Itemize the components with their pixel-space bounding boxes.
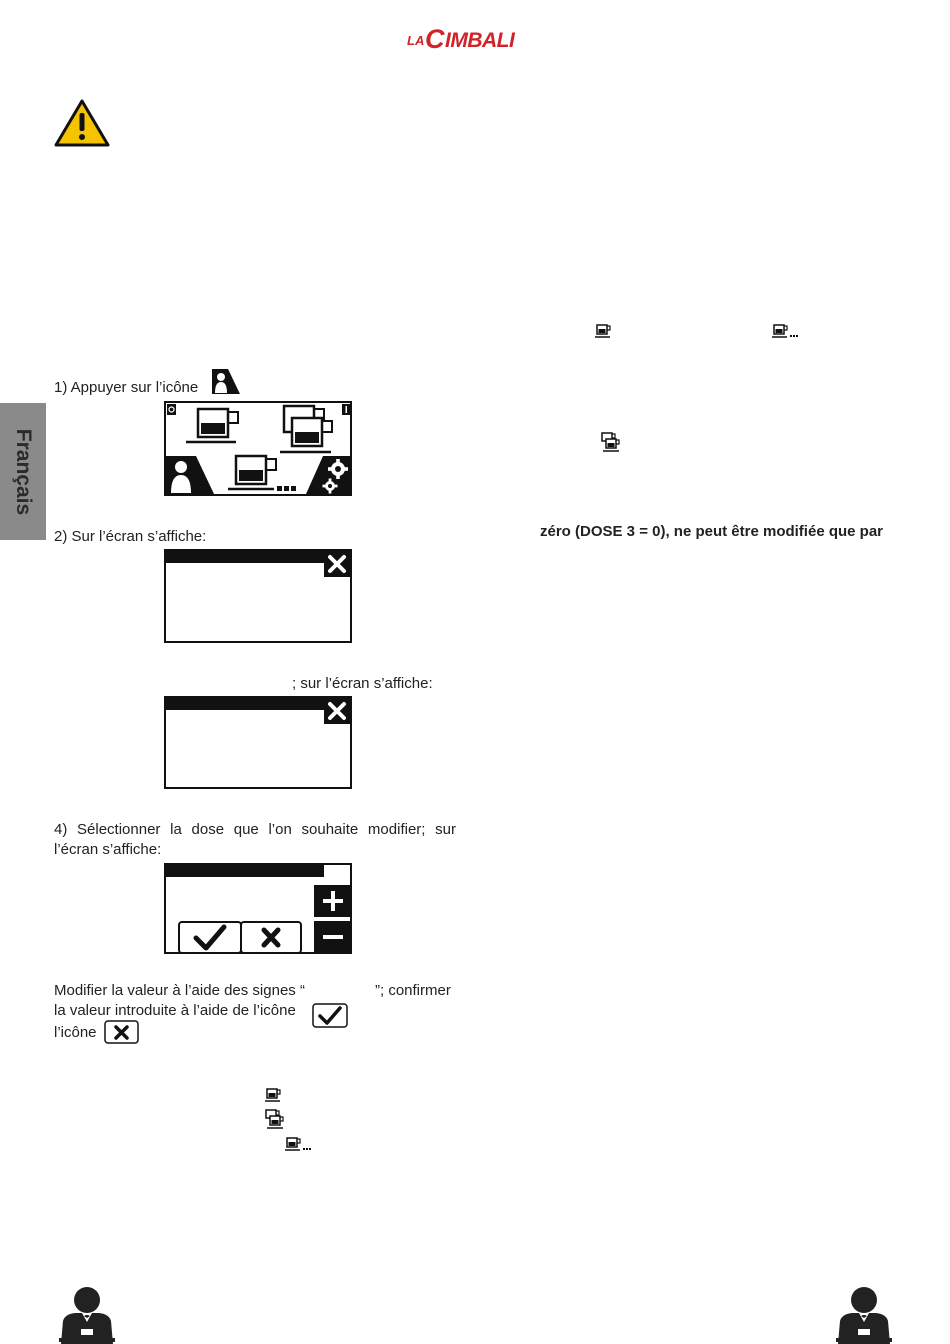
dose-list-title-bar bbox=[166, 698, 326, 710]
step4-text-line2: l’écran s’affiche: bbox=[54, 841, 162, 858]
svg-text:IMBALI: IMBALI bbox=[445, 29, 515, 52]
barista-icon bbox=[55, 1285, 119, 1344]
modify-text-a: Modifier la valeur à l’aide des signes “ bbox=[54, 982, 305, 999]
minus-icon[interactable] bbox=[314, 921, 352, 953]
step2-text: 2) Sur l’écran s’affiche: bbox=[54, 528, 207, 545]
menu-screen bbox=[164, 549, 352, 643]
svg-text:LA: LA bbox=[407, 33, 425, 48]
language-tab[interactable] bbox=[0, 403, 46, 540]
svg-text:C: C bbox=[425, 24, 445, 54]
close-icon[interactable] bbox=[324, 551, 350, 577]
plus-icon[interactable] bbox=[314, 885, 352, 917]
lacimbali-logo bbox=[405, 22, 545, 54]
cup-icon bbox=[265, 1087, 283, 1103]
counter-indicator bbox=[342, 404, 350, 415]
dose-list-screen bbox=[164, 696, 352, 789]
status-icon bbox=[167, 404, 176, 415]
cup-continuous-icon bbox=[285, 1136, 313, 1152]
double-cup-icon bbox=[264, 1108, 288, 1130]
modify-text-b: ”; confirmer bbox=[375, 982, 451, 999]
settings-button[interactable] bbox=[306, 456, 350, 494]
single-dose-cup-icon[interactable] bbox=[186, 409, 238, 442]
modify-text-line2: la valeur introduite à l’aide de l’icône bbox=[54, 1002, 296, 1019]
language-tab-label: Français bbox=[12, 428, 35, 515]
continuous-dose-cup-icon[interactable] bbox=[228, 456, 296, 491]
step3-text: ; sur l’écran s’affiche: bbox=[292, 675, 433, 692]
close-icon[interactable] bbox=[324, 698, 350, 724]
barista-icon bbox=[832, 1285, 896, 1344]
dose-edit-screen bbox=[164, 863, 352, 954]
user-menu-button[interactable] bbox=[166, 456, 214, 494]
confirm-cancel-buttons bbox=[178, 921, 302, 954]
cup-continuous-icon bbox=[772, 323, 800, 339]
main-display-screen bbox=[164, 401, 352, 496]
menu-title-bar bbox=[166, 551, 326, 563]
dose-edit-title-bar bbox=[166, 865, 324, 877]
check-icon[interactable] bbox=[312, 1003, 348, 1028]
modify-text-line3: l’icône bbox=[54, 1024, 97, 1041]
double-dose-cup-icon[interactable] bbox=[280, 406, 332, 452]
step4-text-line1: 4) Sélectionner la dose que l’on souhaite modifier; sur bbox=[54, 821, 456, 838]
warning-icon bbox=[54, 98, 110, 148]
dose3-note: zéro (DOSE 3 = 0), ne peut être modifiée que par bbox=[540, 523, 884, 540]
step1-text: 1) Appuyer sur l’icône bbox=[54, 379, 199, 396]
cup-icon bbox=[595, 323, 613, 339]
person-icon[interactable] bbox=[212, 369, 240, 394]
close-icon[interactable] bbox=[104, 1020, 139, 1044]
double-cup-icon bbox=[600, 431, 624, 453]
